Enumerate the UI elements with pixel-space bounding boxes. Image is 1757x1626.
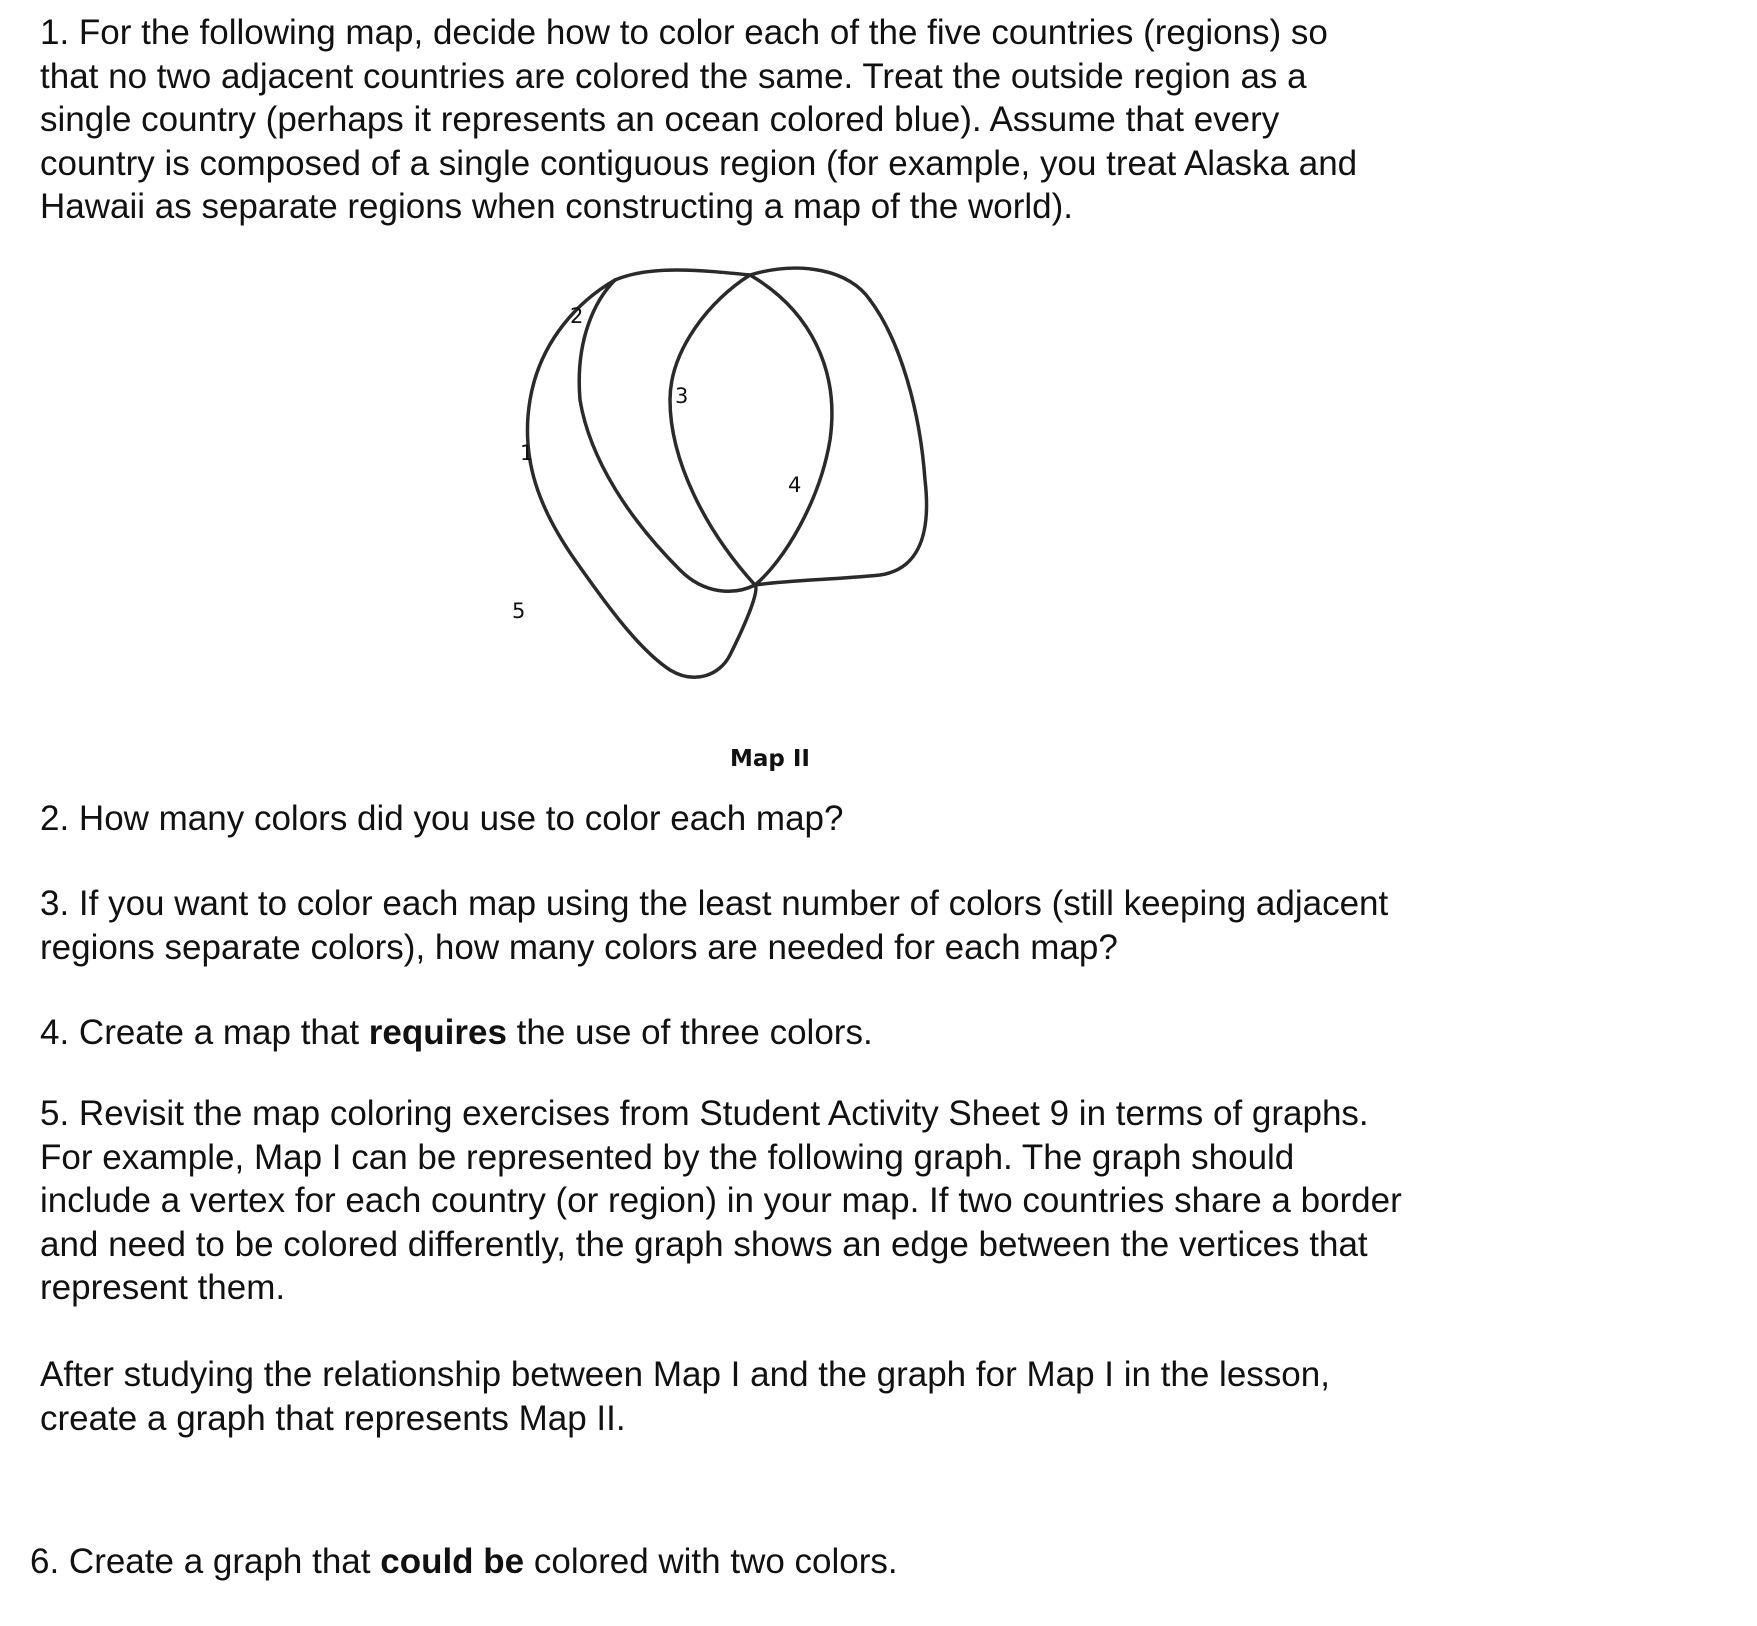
- question-1-line: 1. For the following map, decide how to color each of the five countries (regions) so: [40, 13, 1328, 52]
- question-5-line: include a vertex for each country (or region) in your map. If two countries share a border: [40, 1181, 1402, 1220]
- question-5-followup: [40, 1353, 1540, 1440]
- question-5-followup-line: After studying the relationship between Map I and the graph for Map I in the lesson,: [40, 1355, 1330, 1394]
- question-4-line: [40, 1011, 1540, 1055]
- question-5-line: For example, Map I can be represented by the following graph. The graph should: [40, 1137, 1295, 1177]
- map-border-region-3: [670, 275, 832, 585]
- question-1-line: that no two adjacent countries are colored the same. Treat the outside region as a: [40, 56, 1307, 96]
- question-1-line: country is composed of a single contiguous region (for example, you treat Alaska and: [40, 143, 1358, 183]
- map-border-region-4: [755, 300, 927, 585]
- question-3-text: [40, 882, 1540, 969]
- question-4-suffix: the use of three colors.: [506, 1013, 873, 1052]
- question-6-suffix: colored with two colors.: [524, 1542, 898, 1581]
- question-1-text: [40, 11, 1540, 229]
- map-border-region-2: [579, 280, 755, 591]
- region-label-5: 5: [512, 599, 526, 623]
- question-3-line: 3. If you want to color each map using the least number of colors (still keeping adjacent: [40, 884, 1389, 923]
- question-1-line: Hawaii as separate regions when constructing a map of the world).: [40, 187, 1074, 226]
- region-label-1: 1: [520, 441, 534, 465]
- question-5-line: and need to be colored differently, the graph shows an edge between the vertices that: [40, 1224, 1368, 1264]
- map-ii-figure: [512, 260, 990, 790]
- question-6-text: [30, 1540, 1530, 1584]
- question-4-text: [40, 1011, 1540, 1055]
- region-label-2: 2: [570, 304, 584, 328]
- question-6-prefix: 6. Create a graph that: [30, 1542, 381, 1581]
- region-label-3: 3: [675, 384, 689, 408]
- map-border-region-1: [527, 280, 756, 677]
- question-5-followup-line: create a graph that represents Map II.: [40, 1398, 626, 1438]
- question-6-line: [30, 1540, 1530, 1584]
- question-5-text: [40, 1092, 1540, 1310]
- question-3-line: regions separate colors), how many colors are needed for each map?: [40, 927, 1118, 967]
- question-4-emphasis: requires: [368, 1013, 507, 1052]
- question-5-line: represent them.: [40, 1268, 286, 1307]
- question-2-line: 2. How many colors did you use to color each map?: [40, 799, 844, 838]
- question-1-line: single country (perhaps it represents an ocean colored blue). Assume that every: [40, 100, 1280, 139]
- question-5-line: 5. Revisit the map coloring exercises from Student Activity Sheet 9 in terms of graphs.: [40, 1094, 1369, 1133]
- question-2-text: [40, 797, 1540, 841]
- region-label-4: 4: [788, 473, 802, 497]
- question-4-prefix: 4. Create a map that: [40, 1013, 369, 1052]
- question-6-emphasis: could be: [380, 1542, 525, 1581]
- map-caption: Map II: [730, 746, 810, 772]
- map-border-top: [615, 268, 870, 300]
